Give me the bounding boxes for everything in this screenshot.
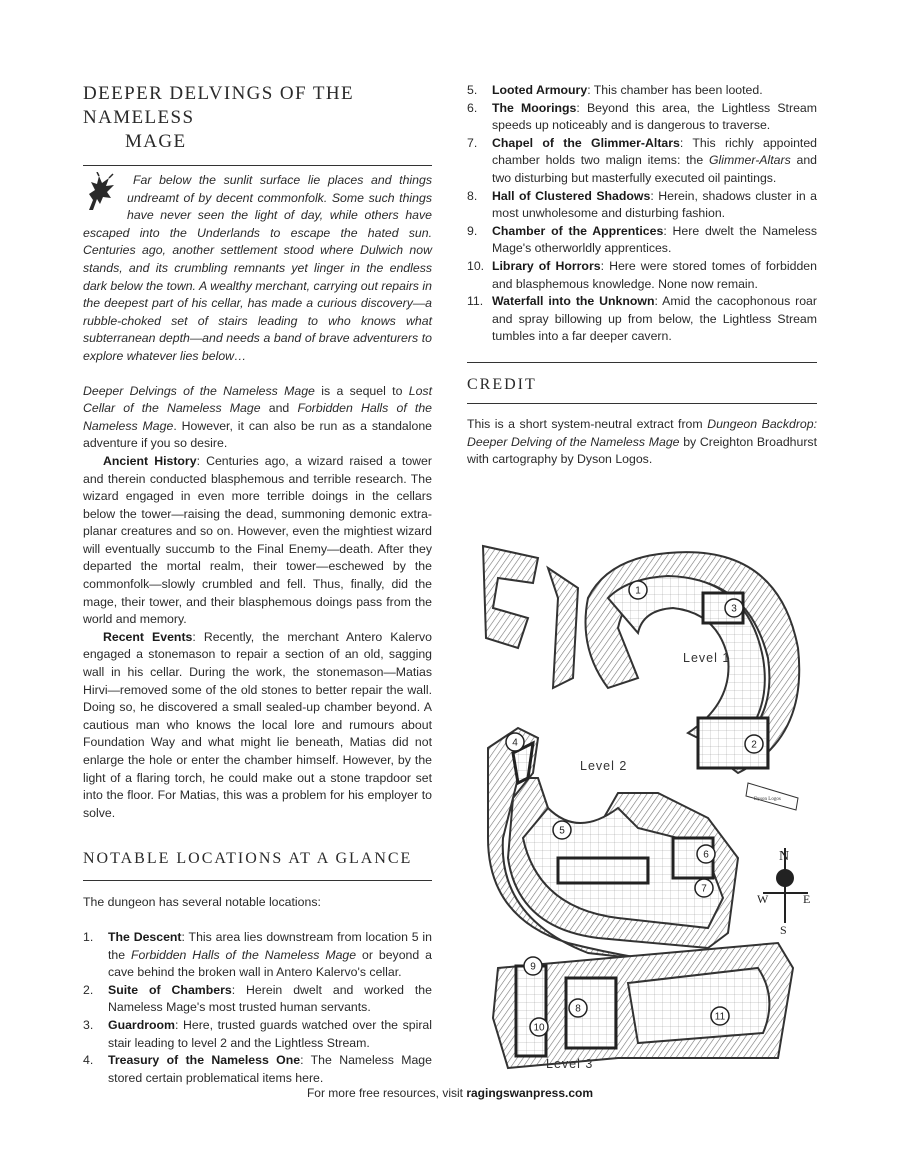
location-text: : Here, trusted guards watched over the spiral stair leading to level 2 and the Lightless Stream. [108,1017,432,1050]
location-text: : The Nameless Mage stored certain problematical items here. [108,1053,432,1085]
location-number: 6. [467,100,478,115]
location-name: Hall of Clustered Shadows [492,188,651,203]
location-item [467,82,817,100]
map-level-2-label: Level 2 [580,759,628,773]
location-item [467,188,817,223]
location-number: 4. [83,1053,94,1068]
location-item [467,258,817,293]
compass-w: W [757,892,769,906]
location-item [83,982,432,1017]
compass-n: N [779,849,790,864]
sequel-text-1: is a sequel to [314,383,409,398]
location-number: 11. [467,294,484,309]
location-number: 3. [83,1017,94,1032]
map-level-1-label: Level 1 [683,651,731,665]
map-marker [524,957,542,975]
locations-list-right [467,82,817,346]
map-marker-number: 2 [751,739,757,751]
location-number: 2. [83,982,94,997]
map-marker [745,735,763,753]
location-name: The Moorings [492,100,577,115]
map-marker [697,845,715,863]
location-text-end: and two disturbing but masterfully executed oil paintings. [492,153,817,185]
credit-rule [467,403,817,404]
notable-rule [83,880,432,881]
location-name: Suite of Chambers [108,982,232,997]
recent-events-label: Recent Events [103,629,193,644]
sequel-text-3: . However, it can also be run as a standalone adventure if you so desire. [83,418,432,451]
page-title [83,82,432,154]
location-text: : This richly appointed chamber holds two malign items: the [492,135,817,168]
location-text: : Herein dwelt and worked the Nameless Mage's most trusted human servants. [108,982,432,1015]
location-name: Guardroom [108,1017,175,1032]
location-number: 1. [83,929,94,944]
map-level-3-label: Level 3 [546,1057,594,1071]
location-name: Chamber of the Apprentices [492,223,664,238]
sequel-title-2: Lost Cellar of the Nameless Mage [83,383,432,416]
location-name: Treasury of the Nameless One [108,1053,301,1068]
location-text: : This chamber has been looted. [587,83,763,97]
sequel-text-2: and [260,401,298,416]
footer-text: For more free resources, visit [306,1086,467,1100]
notable-heading: NOTABLE LOCATIONS AT A GLANCE [83,850,413,868]
sequel-paragraph [83,383,432,453]
map-marker-number: 3 [731,603,737,615]
location-name: Waterfall into the Unknown [492,294,655,309]
sequel-title-3: Forbidden Halls of the Nameless Mage [83,401,432,433]
map-marker [530,1018,548,1036]
left-column [83,82,432,1087]
location-item [467,100,817,135]
footer-link[interactable]: ragingswanpress.com [466,1086,594,1100]
credit-heading: CREDIT [467,375,537,393]
ancient-history-text: : Centuries ago, a wizard raised a tower and therein conducted blasphemous and terrible research. The wizard engaged in even more terrible doings in the cellars below the tower—raising the dead, summoning demonic extra-planar creatures and so on. However, even the mightiest wizard will eventually succumb to the Final Enemy—death. After they departed the mortal realm, their tower—eschewed by the commonfolk—slowly crumbled and fell. Thus, finally, did the mage, their tower, and their blasphemous doings pass from the world and memory. [83,453,432,627]
intro-block [83,172,432,366]
sequel-title-1: Deeper Delvings of the Nameless Mage [83,383,315,398]
map-marker [629,581,647,599]
ancient-history-label: Ancient History [103,453,197,468]
map-marker [553,821,571,839]
recent-events-paragraph [83,629,432,823]
location-italic: Forbidden Halls of the Nameless Mage [131,947,357,962]
location-name: Looted Armoury [492,83,588,97]
dungeon-map [478,538,823,1078]
map-marker-number: 7 [701,883,707,895]
location-number: 9. [467,223,478,238]
recent-events-text: : Recently, the merchant Antero Kalervo engaged a stonemason to repair a section of an old, sagging wall in his cellar. During the work, the stonemason—Matias Hirvi—removed some of the old stones to better repair the wall. Doing so, he discovered a small sealed-up chamber beyond. A cautious man who knows the local lore and rumours about Foundation Way and what might lie beneath, Matias did not enlarge the hole or enter the chamber himself. However, by the light of a flaring torch, he could make out a stone trapdoor set into the floor. For Matias, this was a problem for his employer to solve. [83,629,432,820]
location-number: 7. [467,135,478,150]
location-text: : Here were stored tomes of forbidden and blasphemous knowledge. None now remain. [492,258,817,291]
location-text: : Here dwelt the Nameless Mage's otherworldly apprentices. [492,223,817,256]
location-name: Library of Horrors [492,258,601,273]
map-marker [569,999,587,1017]
location-item [467,293,817,346]
location-italic: Glimmer-Altars [708,153,791,168]
credit-book-title: Dungeon Backdrop: Deeper Delving of the Nameless Mage [467,416,818,449]
intro-text: Far below the sunlit surface lie places and things undreamt of by decent commonfolk. Some such things have never seen the light of day, while others have escaped into the Underlands to escape the hated sun. Centuries ago, another settlement stood where Dulwich now stands, and its crumbling remnants yet linger in the endless dark below the town. A wealthy merchant, carrying out repairs in the deepest part of his cellar, has made a curious discovery—a rubble-choked set of stairs leading to who knows what subterranean depth—and needs a band of brave adventurers to explore whatever lies below… [83,173,432,363]
map-marker-number: 10 [533,1022,545,1034]
location-name: Chapel of the Glimmer-Altars [492,135,680,150]
location-number: 10. [467,258,485,273]
map-marker [506,733,524,751]
compass-e: E [803,892,811,906]
map-marker [711,1007,729,1025]
location-text: : Amid the cacophonous roar and spray billowing up from below, the Lightless Stream tumbles into a far deeper cavern. [492,294,817,344]
location-text: : This area lies downstream from location 5 in the [108,929,432,962]
map-marker-number: 9 [530,961,536,973]
map-marker-number: 4 [512,737,518,749]
map-compass [757,848,810,937]
location-text-end: or beyond a cave behind the broken wall in Antero Kalervo's cellar. [108,947,432,980]
map-marker-number: 11 [714,1011,726,1023]
locations-list-left [83,929,432,1087]
map-marker [725,599,743,617]
location-item [83,1017,432,1052]
credit-rule-top [467,362,817,363]
map-marker-number: 5 [559,825,565,837]
map-marker-number: 8 [575,1003,581,1015]
location-number: 8. [467,188,478,203]
compass-s: S [780,923,787,937]
map-marker-number: 1 [635,585,641,597]
title-rule [83,165,432,166]
location-item [467,223,817,258]
location-text: : Beyond this area, the Lightless Stream speeds up noticeably and is dangerous to traverse. [492,100,817,133]
footer [0,1086,900,1100]
title-line-1: DEEPER DELVINGS OF THE NAMELESS [83,83,354,128]
location-text: : Herein, shadows cluster in a most unwholesome and disturbing fashion. [492,188,817,221]
location-item [467,135,817,188]
map-marker [695,879,713,897]
credit-text-a: This is a short system-neutral extract from [467,416,708,431]
notable-lead: The dungeon has several notable locations: [83,895,321,910]
map-signature-banner: Dyson Logos [754,797,781,802]
location-item [83,1052,432,1087]
map-marker-number: 6 [703,849,709,861]
dragon-icon [83,172,119,212]
location-item [83,929,432,982]
ancient-history-paragraph [83,453,432,629]
location-name: The Descent [108,929,182,944]
credit-text [467,416,817,469]
location-number: 5. [467,83,478,97]
right-column [467,82,817,469]
title-line-2: MAGE [125,131,187,152]
credit-text-b: by Creighton Broadhurst with cartography by Dyson Logos. [467,434,818,467]
